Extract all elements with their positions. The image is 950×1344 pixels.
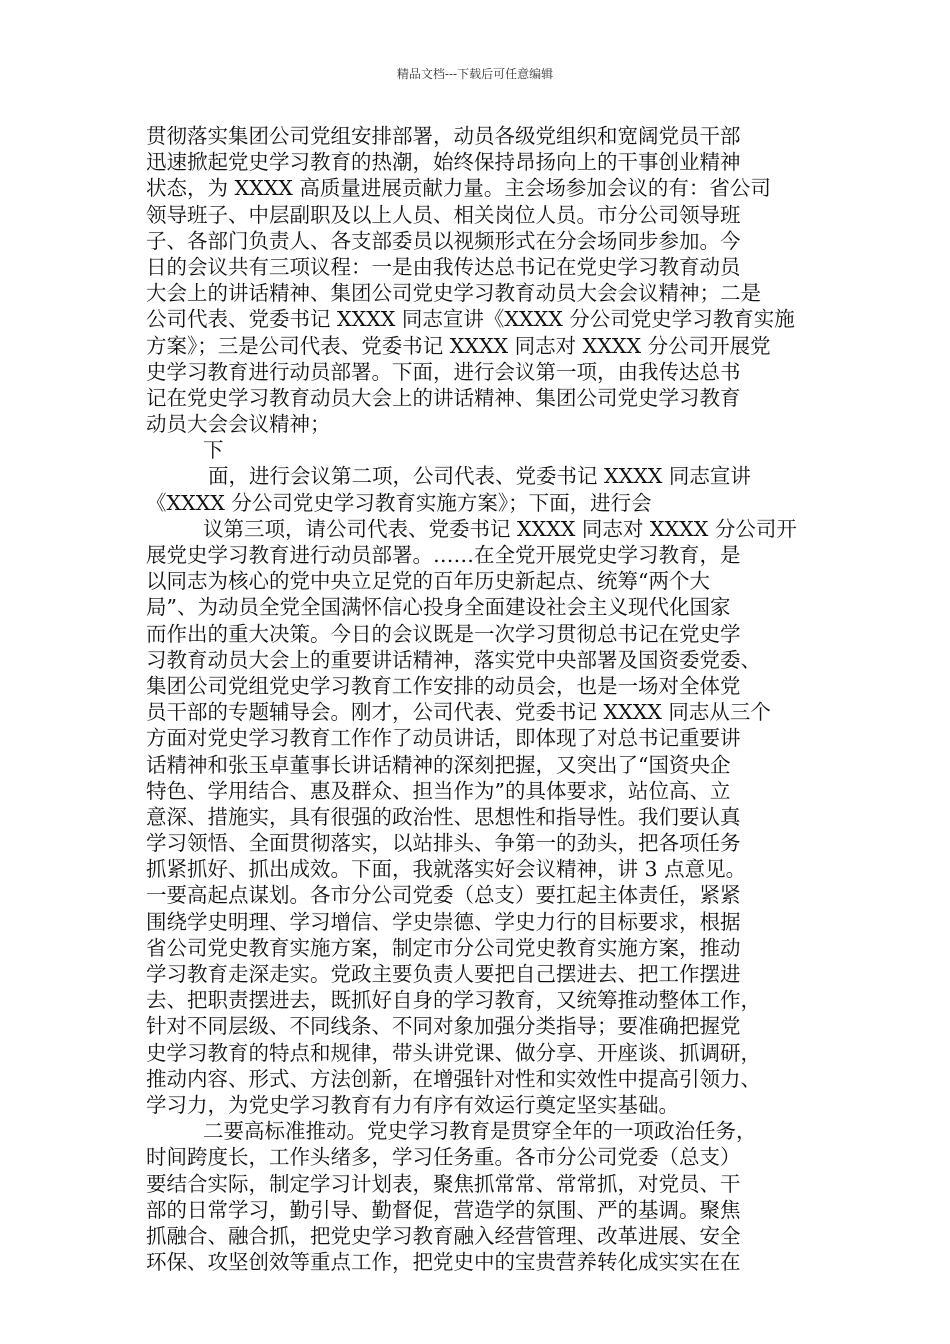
text-line: 围绕学史明理、学习增信、学史崇德、学史力行的目标要求，根据 [146, 909, 741, 934]
text-line: 而作出的重大决策。今日的会议既是一次学习贯彻总书记在党史学 [146, 621, 741, 646]
text-line: 一要高起点谋划。各市分公司党委（总支）要扛起主体责任，紧紧 [146, 883, 741, 908]
text-line: 大会上的讲话精神、集团公司党史学习教育动员大会会议精神；二是 [146, 281, 761, 306]
text-line: 方面对党史学习教育工作作了动员讲话，即体现了对总书记重要讲 [146, 726, 741, 751]
text-line: 领导班子、中层副职及以上人员、相关岗位人员。市分公司领导班 [146, 202, 741, 227]
text-line: 以同志为核心的党中央立足党的百年历史新起点、统筹“两个大 [146, 569, 710, 594]
page-header: 精品文档---下载后可任意编辑 [396, 67, 554, 81]
text-line: 去、把职责摆进去，既抓好自身的学习教育，又统筹推动整体工作， [146, 988, 761, 1013]
text-line: 日的会议共有三项议程：一是由我传达总书记在党史学习教育动员 [146, 254, 741, 279]
text-line: 《XXXX 分公司党史学习教育实施方案》；下面，进行会 [146, 490, 652, 515]
text-line: 省公司党史教育实施方案，制定市分公司党史教育实施方案，推动 [146, 935, 741, 960]
text-line: 方案》；三是公司代表、党委书记 XXXX 同志对 XXXX 分公司开展党 [146, 333, 771, 358]
text-line: 集团公司党组党史学习教育工作安排的动员会，也是一场对全体党 [146, 673, 741, 698]
text-line: 下 [203, 438, 224, 463]
text-line: 二要高标准推动。党史学习教育是贯穿全年的一项政治任务， [203, 1119, 757, 1144]
text-line: 状态，为 XXXX 高质量进展贡献力量。主会场参加会议的有：省公司 [146, 176, 771, 201]
text-line: 子、各部门负责人、各支部委员以视频形式在分会场同步参加。今 [146, 228, 741, 253]
text-line: 公司代表、党委书记 XXXX 同志宣讲《XXXX 分公司党史学习教育实施 [146, 307, 795, 332]
text-line: 学习教育走深走实。党政主要负责人要把自己摆进去、把工作摆进 [146, 962, 741, 986]
text-line: 特色、学用结合、惠及群众、担当作为”的具体要求，站位高、立 [146, 778, 731, 803]
document-body [146, 123, 814, 1275]
text-line: 环保、攻坚创效等重点工作，把党史中的宝贵营养转化成实实在在 [146, 1250, 741, 1275]
text-line: 要结合实际，制定学习计划表，聚焦抓常常、常常抓，对党员、干 [146, 1171, 741, 1196]
text-line: 学习力，为党史学习教育有力有序有效运行奠定坚实基础。 [146, 1092, 679, 1117]
text-line: 史学习教育的特点和规律，带头讲党课、做分享、开座谈、抓调研， [146, 1040, 761, 1065]
text-line: 员干部的专题辅导会。刚才，公司代表、党委书记 XXXX 同志从三个 [146, 700, 771, 725]
text-line: 抓紧抓好、抓出成效。下面，我就落实好会议精神，讲 3 点意见。 [146, 857, 747, 882]
text-line: 展党史学习教育进行动员部署。……在全党开展党史学习教育，是 [146, 543, 741, 567]
text-line: 局”、为动员全党全国满怀信心投身全面建设社会主义现代化国家 [146, 595, 731, 620]
text-line: 时间跨度长，工作头绪多，学习任务重。各市分公司党委（总支） [146, 1145, 741, 1170]
text-line: 记在党史学习教育动员大会上的讲话精神、集团公司党史学习教育 [146, 385, 741, 410]
text-line: 推动内容、形式、方法创新，在增强针对性和实效性中提高引领力、 [146, 1066, 761, 1091]
text-line: 面，进行会议第二项，公司代表、党委书记 XXXX 同志宣讲 [208, 464, 751, 489]
text-line: 抓融合、融合抓，把党史学习教育融入经营管理、改革进展、安全 [146, 1223, 741, 1248]
text-line: 迅速掀起党史学习教育的热潮，始终保持昂扬向上的干事创业精神 [146, 150, 741, 175]
text-line: 话精神和张玉卓董事长讲话精神的深刻把握，又突出了“国资央企 [146, 752, 731, 777]
text-line: 议第三项，请公司代表、党委书记 XXXX 同志对 XXXX 分公司开 [203, 516, 797, 541]
text-line: 学习领悟、全面贯彻落实，以站排头、争第一的劲头，把各项任务 [146, 831, 741, 856]
text-line: 贯彻落实集团公司党组安排部署，动员各级党组织和宽阔党员干部 [146, 124, 741, 148]
text-line: 动员大会会议精神； [146, 412, 331, 437]
text-line: 意深、措施实，具有很强的政治性、思想性和指导性。我们要认真 [146, 804, 741, 829]
text-line: 针对不同层级、不同线条、不同对象加强分类指导；要准确把握党 [146, 1014, 741, 1039]
text-line: 部的日常学习，勤引导、勤督促，营造学的氛围、严的基调。聚焦 [146, 1197, 741, 1222]
text-line: 史学习教育进行动员部署。下面，进行会议第一项，由我传达总书 [146, 359, 741, 384]
text-line: 习教育动员大会上的重要讲话精神，落实党中央部署及国资委党委、 [146, 647, 761, 672]
